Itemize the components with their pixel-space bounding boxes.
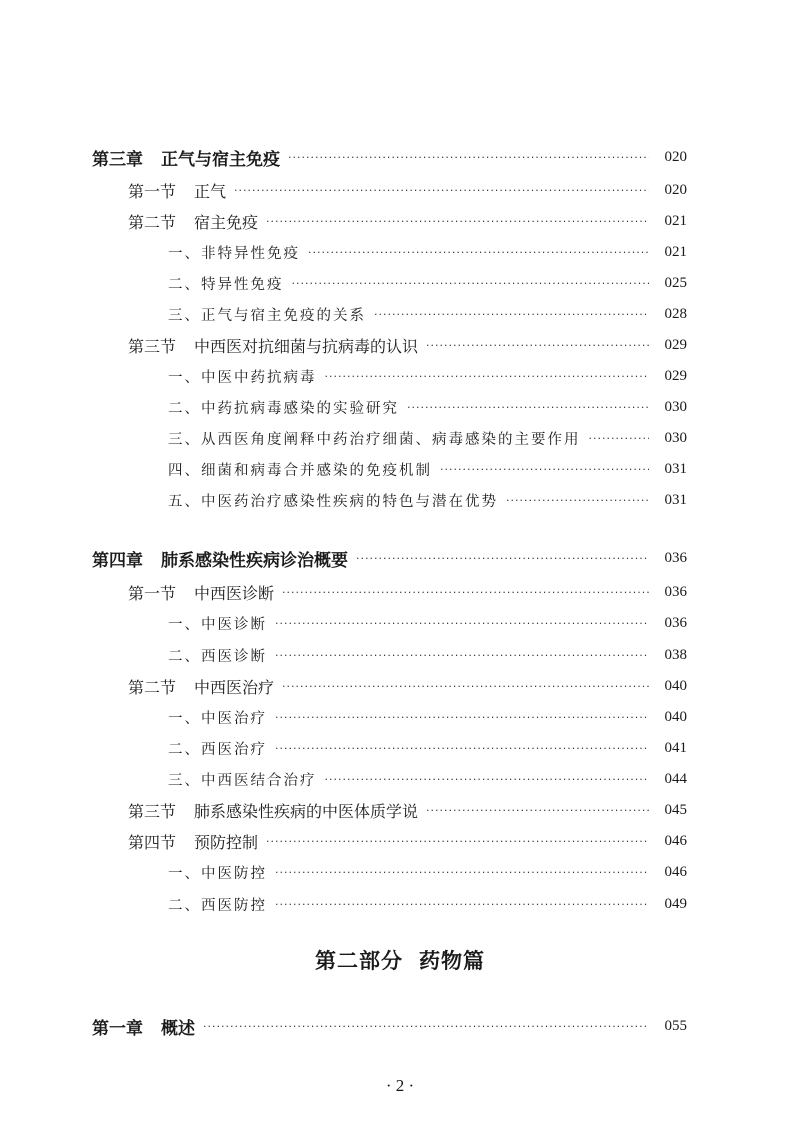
toc-item[interactable]: [0, 454, 800, 484]
chapter-title: 肺系感染性疾病诊治概要: [161, 550, 348, 571]
item-title: 四、细菌和病毒合并感染的免疫机制: [168, 462, 432, 479]
toc-section-label: [128, 334, 418, 357]
toc-item[interactable]: [0, 237, 800, 267]
section-title: 宿主免疫: [194, 212, 259, 232]
toc-item[interactable]: [0, 640, 800, 670]
toc-section[interactable]: [0, 330, 800, 360]
toc-item[interactable]: [0, 702, 800, 732]
toc-item-label: [168, 397, 399, 418]
item-title: 五、中医药治疗感染性疾病的特色与潜在优势: [168, 493, 498, 510]
item-title: 二、西医防控: [168, 897, 267, 914]
part-title: [0, 945, 800, 975]
toc-item-label: [168, 459, 432, 480]
toc-item-label: [168, 366, 317, 387]
item-title: 一、非特异性免疫: [168, 245, 300, 262]
section-title: 正气: [194, 181, 227, 201]
toc-item[interactable]: [0, 764, 800, 794]
chapter-number: 第一章: [92, 1018, 143, 1039]
page-number: · 2 ·: [385, 1076, 415, 1095]
toc-chapter-label: [92, 145, 280, 170]
item-title: 二、西医治疗: [168, 741, 267, 758]
toc-item-label: [168, 894, 267, 915]
toc-section-label: [128, 675, 274, 698]
toc-item-label: [168, 490, 498, 511]
toc-item-label: [168, 613, 267, 634]
toc-item-label: [168, 769, 317, 790]
leader-dots: [407, 401, 649, 414]
toc-item[interactable]: [0, 268, 800, 298]
toc-item-label: [168, 273, 284, 294]
leader-dots: [426, 339, 649, 352]
toc-chapter[interactable]: [0, 1011, 800, 1041]
section-number: 第二节: [128, 212, 177, 232]
toc-page-number: 021: [664, 243, 687, 260]
item-title: 三、正气与宿主免疫的关系: [168, 307, 366, 324]
section-number: 第二节: [128, 677, 177, 697]
toc-page-number: 040: [664, 708, 687, 725]
toc-item[interactable]: [0, 423, 800, 453]
item-title: 一、中医治疗: [168, 710, 267, 727]
toc-item-label: [168, 304, 366, 325]
toc-page-number: 045: [664, 801, 687, 818]
item-title: 二、特异性免疫: [168, 276, 284, 293]
item-title: 一、中医诊断: [168, 616, 267, 633]
toc-page-number: 036: [664, 614, 687, 631]
toc-page-number: 030: [664, 429, 687, 446]
leader-dots: [275, 649, 649, 662]
toc-page-number: 040: [664, 677, 687, 694]
leader-dots: [275, 742, 649, 755]
toc-section-label: [128, 830, 258, 853]
leader-dots: [288, 151, 649, 164]
toc-page-number: 020: [664, 181, 687, 198]
leader-dots: [282, 680, 649, 693]
leader-dots: [374, 308, 649, 321]
toc-page-number: 038: [664, 646, 687, 663]
leader-dots: [325, 773, 650, 786]
toc-section[interactable]: [0, 795, 800, 825]
toc-item[interactable]: [0, 889, 800, 919]
part-number: 第二部分: [315, 949, 403, 973]
item-title: 一、中医防控: [168, 865, 267, 882]
toc-chapter[interactable]: [0, 543, 800, 573]
toc-item-label: [168, 707, 267, 728]
toc-item-label: [168, 862, 267, 883]
toc-chapter-label: [92, 1014, 195, 1039]
toc-page-number: 029: [664, 367, 687, 384]
chapter-number: 第四章: [92, 550, 143, 571]
toc-item[interactable]: [0, 857, 800, 887]
leader-dots: [589, 432, 650, 445]
toc-chapter-label: [92, 546, 348, 571]
toc-section-label: [128, 210, 258, 233]
leader-dots: [325, 370, 650, 383]
leader-dots: [275, 617, 649, 630]
toc-section[interactable]: [0, 826, 800, 856]
toc-item[interactable]: [0, 733, 800, 763]
leader-dots: [426, 804, 649, 817]
leader-dots: [308, 246, 649, 259]
section-number: 第三节: [128, 336, 177, 356]
section-title: 中西医治疗: [194, 677, 275, 697]
toc-item-label: [168, 242, 300, 263]
toc-section-label: [128, 179, 226, 202]
toc-page-number: 044: [664, 770, 687, 787]
toc-section-label: [128, 799, 418, 822]
item-title: 三、从西医角度阐释中药治疗细菌、病毒感染的主要作用: [168, 431, 581, 448]
toc-item[interactable]: [0, 485, 800, 515]
toc-section-label: [128, 581, 274, 604]
toc-item[interactable]: [0, 361, 800, 391]
section-title: 预防控制: [194, 832, 259, 852]
toc-item[interactable]: [0, 608, 800, 638]
leader-dots: [440, 463, 649, 476]
leader-dots: [266, 835, 649, 848]
toc-page-number: 036: [664, 549, 687, 566]
toc-page-number: 046: [664, 863, 687, 880]
chapter-title: 正气与宿主免疫: [161, 149, 280, 170]
item-title: 一、中医中药抗病毒: [168, 369, 317, 386]
toc-item-label: [168, 645, 267, 666]
toc-section[interactable]: [0, 577, 800, 607]
toc-item-label: [168, 428, 581, 449]
toc-page-number: 055: [664, 1017, 687, 1034]
section-number: 第四节: [128, 832, 177, 852]
section-title: 中西医对抗细菌与抗病毒的认识: [194, 336, 419, 356]
item-title: 三、中西医结合治疗: [168, 772, 317, 789]
toc-item[interactable]: [0, 392, 800, 422]
toc-page-number: 049: [664, 895, 687, 912]
leader-dots: [356, 552, 649, 565]
leader-dots: [292, 277, 650, 290]
toc-chapter[interactable]: [0, 142, 800, 172]
section-number: 第一节: [128, 181, 177, 201]
toc-page-number: 031: [664, 491, 687, 508]
toc-page-number: 046: [664, 832, 687, 849]
toc-page-number: 041: [664, 739, 687, 756]
leader-dots: [266, 215, 649, 228]
leader-dots: [506, 494, 649, 507]
toc-section[interactable]: [0, 671, 800, 701]
toc-section[interactable]: [0, 206, 800, 236]
leader-dots: [275, 866, 649, 879]
leader-dots: [275, 711, 649, 724]
toc-section[interactable]: [0, 175, 800, 205]
item-title: 二、中药抗病毒感染的实验研究: [168, 400, 399, 417]
toc-page-number: 036: [664, 583, 687, 600]
section-number: 第一节: [128, 583, 177, 603]
part-name: 药物篇: [419, 949, 485, 973]
toc-page-number: 020: [664, 148, 687, 165]
leader-dots: [282, 586, 649, 599]
section-title: 中西医诊断: [194, 583, 275, 603]
section-title: 肺系感染性疾病的中医体质学说: [194, 801, 419, 821]
leader-dots: [234, 184, 649, 197]
item-title: 二、西医诊断: [168, 648, 267, 665]
section-number: 第三节: [128, 801, 177, 821]
toc-item[interactable]: [0, 299, 800, 329]
toc-page-number: 029: [664, 336, 687, 353]
toc-page-number: 021: [664, 212, 687, 229]
chapter-number: 第三章: [92, 149, 143, 170]
leader-dots: [203, 1020, 649, 1033]
chapter-title: 概述: [161, 1018, 195, 1039]
toc-page-number: 030: [664, 398, 687, 415]
leader-dots: [275, 898, 649, 911]
toc-page-number: 028: [664, 305, 687, 322]
toc-item-label: [168, 738, 267, 759]
toc-page-number: 031: [664, 460, 687, 477]
toc-page-number: 025: [664, 274, 687, 291]
